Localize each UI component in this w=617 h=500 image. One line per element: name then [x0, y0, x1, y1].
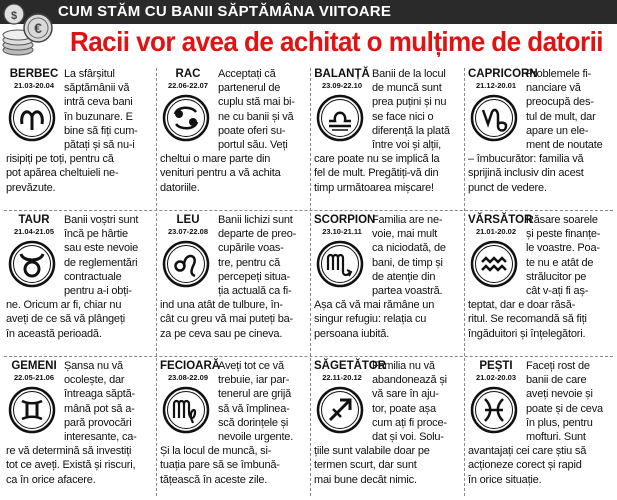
- text-line: cât cu greu vă mai puteți ba-: [160, 313, 293, 326]
- text-line: ment de noutate: [526, 139, 603, 152]
- text-line: aveți de ce să vă plângeți: [6, 313, 125, 326]
- text-line: între voi și alții,: [372, 139, 441, 152]
- horoscope-text-side: [372, 67, 460, 152]
- sign-dates: 22.06-22.07: [167, 81, 209, 90]
- text-line: pentru a-i obți-: [64, 285, 132, 298]
- text-line: strălucitor pe: [526, 270, 587, 283]
- text-line: scă dorințele și: [218, 416, 289, 429]
- horoscope-text-full: [314, 298, 462, 341]
- text-line: Banii lichizi sunt: [218, 214, 293, 226]
- sign-header: [6, 68, 62, 90]
- horoscope-sagetator: [310, 356, 464, 500]
- sign-dates: 21.02-20.03: [475, 373, 517, 382]
- text-line: cum ați fi proce-: [372, 416, 447, 429]
- libra-icon: [316, 94, 364, 142]
- text-line: risipiți pe toți, pentru că: [6, 153, 114, 166]
- text-line: intră ceva bani: [64, 96, 133, 109]
- pisces-icon: [470, 386, 518, 434]
- horoscope-text-full: [6, 444, 154, 487]
- text-line: fel de mult. Pregătiți-vă din: [314, 167, 439, 180]
- horoscope-text-full: [160, 444, 308, 487]
- horoscope-text-full: [468, 152, 616, 195]
- sign-dates: 22.05-21.06: [13, 373, 55, 382]
- text-line: contractuale: [64, 270, 122, 283]
- text-line: Problemele fi-: [526, 68, 592, 80]
- text-line: Aveți tot ce vă: [218, 360, 284, 372]
- text-line: sau este nevoie: [64, 242, 139, 255]
- text-line: persoana iubită.: [314, 327, 390, 340]
- text-line: voie, mai mult: [372, 228, 438, 241]
- sign-header: [468, 360, 524, 382]
- text-line: cheltui o mare parte din: [160, 153, 271, 166]
- text-line: singur refugiu: relația cu: [314, 313, 427, 326]
- text-line: percepeți situa-: [218, 270, 291, 283]
- horoscope-text-full: [314, 152, 462, 195]
- text-line: interesante, ca-: [64, 431, 137, 444]
- text-line: încă pe hârtie: [64, 228, 128, 241]
- text-line: bine să fiți cum-: [64, 124, 138, 137]
- text-line: partea voastră.: [372, 285, 443, 298]
- text-line: avantajați cei care știu să: [468, 445, 587, 458]
- horoscope-text-side: [526, 67, 614, 152]
- text-line: te nu e atât de: [526, 256, 594, 269]
- sign-dates: 21.12-20.01: [475, 81, 517, 90]
- text-line: La sfârșitul: [64, 68, 115, 80]
- horoscope-text-side: [526, 359, 614, 444]
- text-line: tuația pare să se îmbună-: [160, 459, 280, 472]
- text-line: departe de preo-: [218, 228, 297, 241]
- text-line: de muncă sunt: [372, 82, 442, 95]
- text-line: de reglementări: [64, 256, 138, 269]
- text-line: ne. Oricum ar fi, chiar nu: [6, 299, 122, 312]
- text-line: ocolește, dar: [64, 374, 125, 387]
- horoscope-capricorn: [464, 64, 617, 209]
- sign-header: [160, 68, 216, 90]
- text-line: ția actuală ca fi-: [218, 285, 292, 298]
- text-line: Banii de la locul: [372, 68, 446, 80]
- text-line: cât v-ați fi aș-: [526, 285, 589, 298]
- text-line: întreaga săptă-: [64, 388, 135, 401]
- text-line: de atenție din: [372, 270, 436, 283]
- text-line: cupările voas-: [218, 242, 284, 255]
- horoscope-text-side: [64, 359, 152, 444]
- sign-header: [314, 360, 386, 382]
- sagittarius-icon: [316, 386, 364, 434]
- capricorn-icon: [470, 94, 518, 142]
- text-line: Banii voștri sunt: [64, 214, 139, 226]
- text-line: în această perioadă.: [6, 327, 102, 340]
- taurus-icon: [8, 240, 56, 288]
- text-line: pară provocări: [64, 416, 132, 429]
- text-line: datoriile.: [160, 181, 200, 194]
- text-line: aveți nevoie și: [526, 388, 593, 401]
- text-line: să vă împlinea-: [218, 402, 290, 415]
- horoscope-text-side: [218, 67, 306, 152]
- gemini-icon: [8, 386, 56, 434]
- horoscope-grid: [0, 64, 617, 500]
- horoscope-text-full: [468, 298, 616, 341]
- aquarius-icon: [470, 240, 518, 288]
- text-line: vă sare în aju-: [372, 388, 439, 401]
- text-line: dat și voi. Solu-: [372, 431, 444, 444]
- sign-dates: 23.10-21.11: [322, 227, 362, 236]
- text-line: tor, poate așa: [372, 402, 436, 415]
- text-line: portul său. Veți: [218, 139, 288, 152]
- text-line: Și la locul de muncă, si-: [160, 445, 272, 458]
- sign-name: TAUR: [18, 214, 50, 226]
- horoscope-text-side: [372, 359, 460, 444]
- horoscope-text-side: [218, 213, 306, 298]
- text-line: mână pot să a-: [64, 402, 135, 415]
- sign-dates: 23.09-22.10: [321, 81, 363, 90]
- text-line: re vă determină să investiți: [6, 445, 132, 458]
- text-line: apare un ele-: [526, 124, 589, 137]
- horoscope-text-side: [64, 67, 152, 152]
- sign-name: SCORPION: [314, 214, 376, 226]
- sign-name: VĂRSĂTOR: [468, 214, 533, 226]
- sign-header: [468, 68, 538, 90]
- cancer-icon: [162, 94, 210, 142]
- text-line: ne cu banii și vă: [218, 110, 294, 123]
- text-line: termen scurt, dar sunt: [314, 459, 417, 472]
- text-line: săptămânii vă: [64, 82, 130, 95]
- text-line: Familia nu vă: [372, 360, 435, 372]
- horoscope-rac: [156, 64, 310, 209]
- sign-dates: 22.11-20.12: [322, 373, 362, 382]
- sign-name: FECIOARĂ: [160, 360, 221, 372]
- header-bar: [0, 0, 617, 24]
- horoscope-taur: [2, 210, 156, 355]
- text-line: Șansa nu vă: [64, 360, 123, 372]
- text-line: îngăduitori și înțelegători.: [468, 327, 586, 340]
- horoscope-text-full: [468, 444, 616, 487]
- text-line: teptat, dar e doar răsă-: [468, 299, 576, 312]
- sign-name: CAPRICORN: [468, 68, 538, 80]
- scorpio-icon: [316, 240, 364, 288]
- text-line: poate și de ceva: [526, 402, 603, 415]
- horoscope-text-side: [372, 213, 460, 298]
- article-headline: Racii vor avea de achitat o mulțime de datorii: [70, 26, 603, 57]
- text-line: za pe ceva sau pe cineva.: [160, 327, 283, 340]
- text-line: nanciare vă: [526, 82, 581, 95]
- horoscope-text-side: [218, 359, 306, 444]
- text-line: ca în orice afacere.: [6, 473, 96, 486]
- horoscope-leu: [156, 210, 310, 355]
- sign-header: [314, 214, 376, 236]
- horoscope-berbec: [2, 64, 156, 209]
- text-line: pot apărea cheltuieli ne-: [6, 167, 119, 180]
- horoscope-text-side: [64, 213, 152, 298]
- sign-name: SĂGETĂTOR: [314, 360, 386, 372]
- leo-icon: [162, 240, 210, 288]
- text-line: se face nici o: [372, 110, 434, 123]
- sign-name: RAC: [175, 68, 201, 80]
- text-line: acționeze corect și rapid: [468, 459, 582, 472]
- text-line: tre, pentru că: [218, 256, 281, 269]
- sign-header: [314, 68, 370, 90]
- text-line: și peste finanțe-: [526, 228, 601, 241]
- text-line: – îmbucurător: familia vă: [468, 153, 584, 166]
- text-line: trebuie, iar par-: [218, 374, 290, 387]
- sign-name: LEU: [176, 214, 200, 226]
- sign-name: PEȘTI: [479, 360, 513, 372]
- text-line: le voastre. Poa-: [526, 242, 600, 255]
- text-line: în orice situație.: [468, 473, 542, 486]
- text-line: partenerul de: [218, 82, 281, 95]
- sign-dates: 23.07-22.08: [167, 227, 209, 236]
- text-line: sprijină inclusiv din acest: [468, 167, 584, 180]
- section-kicker: CUM STĂM CU BANII SĂPTĂMÂNA VIITOARE: [58, 3, 392, 20]
- sign-header: [6, 360, 62, 382]
- text-line: timp următoarea mișcare!: [314, 181, 434, 194]
- horoscope-fecioara: [156, 356, 310, 500]
- horoscope-text-full: [160, 298, 308, 341]
- text-line: Răsare soarele: [526, 214, 598, 226]
- svg-text:$: $: [10, 10, 18, 22]
- sign-dates: 21.03-20.04: [13, 81, 55, 90]
- text-line: Așa că vă mai rămâne un: [314, 299, 435, 312]
- sign-dates: 21.01-20.02: [475, 227, 517, 236]
- text-line: Faceți rost de: [526, 360, 590, 372]
- text-line: ca niciodată, de: [372, 242, 446, 255]
- text-line: nevoile urgente.: [218, 431, 294, 444]
- text-line: ind una atât de tulbure, în-: [160, 299, 283, 312]
- text-line: mai bune decât nimic.: [314, 473, 417, 486]
- aries-icon: [8, 94, 56, 142]
- horoscope-pesti: [464, 356, 617, 500]
- horoscope-text-full: [160, 152, 308, 195]
- horoscope-scorpion: [310, 210, 464, 355]
- text-line: bani, de timp și: [372, 256, 443, 269]
- svg-text:€: €: [34, 20, 42, 36]
- text-line: tul de mult, dar: [526, 110, 596, 123]
- text-line: în plus, pentru: [526, 416, 593, 429]
- text-line: în buzunare. E: [64, 110, 133, 123]
- sign-name: BERBEC: [9, 68, 59, 80]
- text-line: punct de vedere.: [468, 181, 547, 194]
- virgo-icon: [162, 386, 210, 434]
- sign-name: GEMENI: [11, 360, 57, 372]
- horoscope-text-side: [526, 213, 614, 298]
- text-line: pătați și să nu-i: [64, 139, 135, 152]
- coins-icon: [2, 0, 54, 58]
- text-line: prevăzute.: [6, 181, 56, 194]
- horoscope-varsator: [464, 210, 617, 355]
- horoscope-text-full: [6, 298, 154, 341]
- sign-dates: 23.08-22.09: [167, 373, 209, 382]
- text-line: țiile sunt valabile doar pe: [314, 445, 430, 458]
- text-line: diferență la plată: [372, 124, 450, 137]
- text-line: care poate nu se implică la: [314, 153, 440, 166]
- horoscope-text-full: [6, 152, 154, 195]
- horoscope-text-full: [314, 444, 462, 487]
- sign-name: BALANȚĂ: [314, 68, 370, 80]
- text-line: poate oferi su-: [218, 124, 286, 137]
- sign-header: [160, 360, 221, 382]
- text-line: abandonează și: [372, 374, 447, 387]
- text-line: tenerul are grijă: [218, 388, 292, 401]
- text-line: banii de care: [526, 374, 587, 387]
- text-line: venituri pentru a vă achita: [160, 167, 281, 180]
- sign-header: [160, 214, 216, 236]
- horoscope-gemeni: [2, 356, 156, 500]
- text-line: Familia are ne-: [372, 214, 443, 226]
- text-line: ritul. Se recomandă să fiți: [468, 313, 587, 326]
- sign-dates: 21.04-21.05: [13, 227, 55, 236]
- text-line: preocupă des-: [526, 96, 594, 109]
- text-line: prea puțini și nu: [372, 96, 447, 109]
- sign-header: [468, 214, 533, 236]
- text-line: cuplu stă mai bi-: [218, 96, 295, 109]
- text-line: Acceptați că: [218, 68, 276, 80]
- horoscope-balanta: [310, 64, 464, 209]
- sign-header: [6, 214, 62, 236]
- text-line: tățească în aceste zile.: [160, 473, 268, 486]
- text-line: tot ce aveți. Există și riscuri,: [6, 459, 136, 472]
- text-line: mofturi. Sunt: [526, 431, 586, 444]
